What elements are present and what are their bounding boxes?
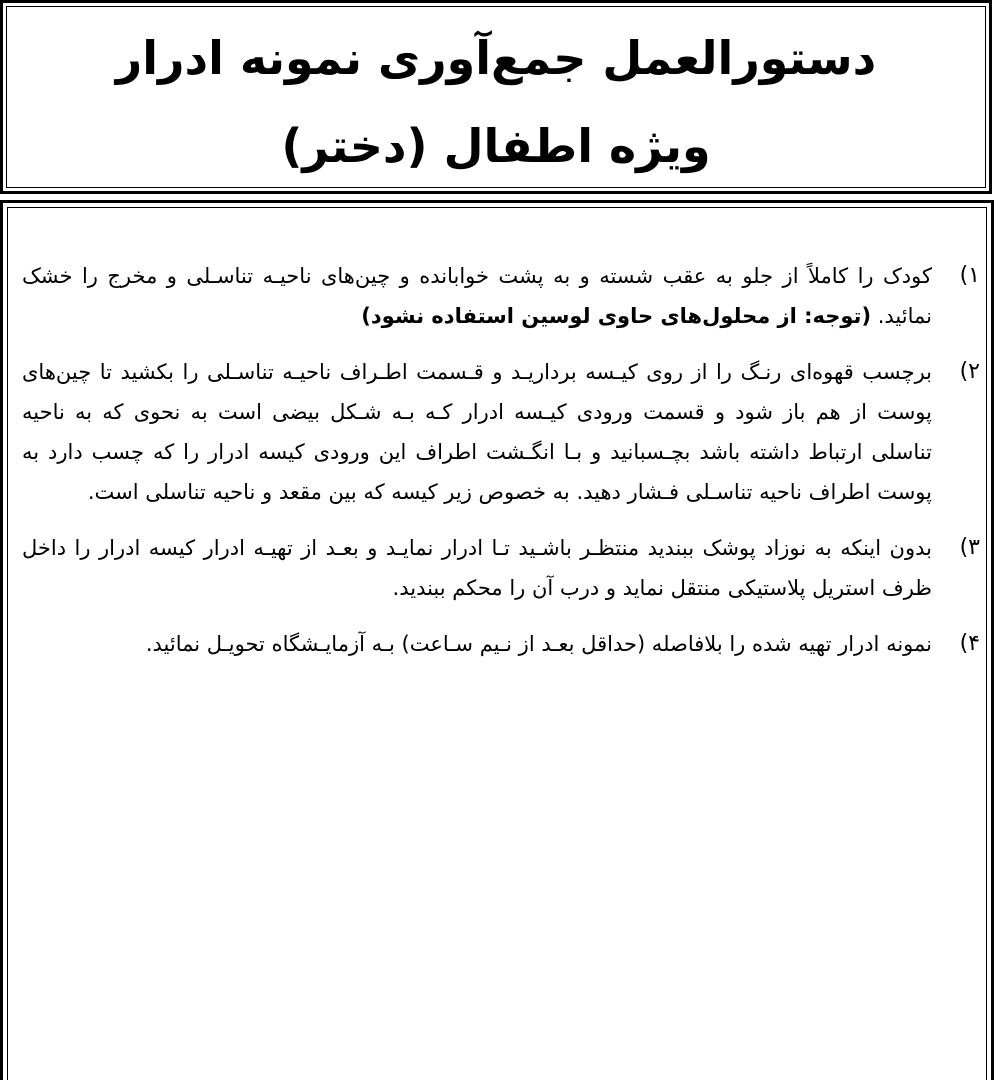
- step-text: نمونه ادرار تهیه شده را بلافاصله (حداقل بعـد از نـیم سـاعت) بـه آزمایـشگاه تحویـل نمائید.: [145, 632, 932, 656]
- step-number: ۱): [959, 263, 980, 288]
- instruction-step-3: [22, 528, 980, 608]
- step-text: برچسب قهوه‌ای رنـگ را از روی کیـسه برداریـد و قـسمت اطـراف ناحیـه تناسـلی را بکشید تا چین‌های پوست از هم باز شود و قسمت ورودی کیـسه ادرار کـه بـه شـکل بیضی است به نحوی که به ناحیه تناسلی ارتباط داشته باشد بچـسبانید و بـا انگـشت اطراف این ورودی کیسه ادرار را که چسب دارد به پوست اطراف ناحیه تناسـلی فـشار دهید. به خصوص زیر کیسه که بین مقعد و ناحیه تناسلی است.: [22, 360, 932, 504]
- step-number: ۴): [959, 631, 980, 656]
- title-box: [0, 0, 992, 194]
- step-note: (توجه: از محلول‌های حاوی لوسین استفاده نشود): [361, 304, 872, 328]
- step-text: بدون اینکه به نوزاد پوشک ببندید منتظـر باشـید تـا ادرار نمایـد و بعـد از تهیـه ادرار کیسه ادرار را داخل ظرف استریل پلاستیکی منتقل نماید و درب آن را محکم ببندید.: [22, 536, 932, 600]
- instructions-inner-frame: [7, 207, 987, 1080]
- step-text: [22, 256, 932, 336]
- step-number: ۲): [959, 359, 980, 384]
- document-title-line-1: دستورالعمل جمع‌آوری نمونه ادرار: [115, 31, 877, 85]
- step-number: ۳): [959, 535, 980, 560]
- instruction-step-2: [22, 352, 980, 512]
- instruction-step-4: [22, 624, 980, 664]
- document-title-line-2: ویژه اطفال (دختر): [281, 119, 711, 173]
- instruction-step-1: [22, 256, 980, 336]
- instructions-box: [0, 200, 994, 1080]
- step-text-main: کودک را کاملاً از جلو به عقب شسته و به پشت خوابانده و چین‌های ناحیـه تناسـلی و مخرج را خشک نمائید.: [22, 264, 932, 328]
- instruction-steps-list: [8, 208, 986, 664]
